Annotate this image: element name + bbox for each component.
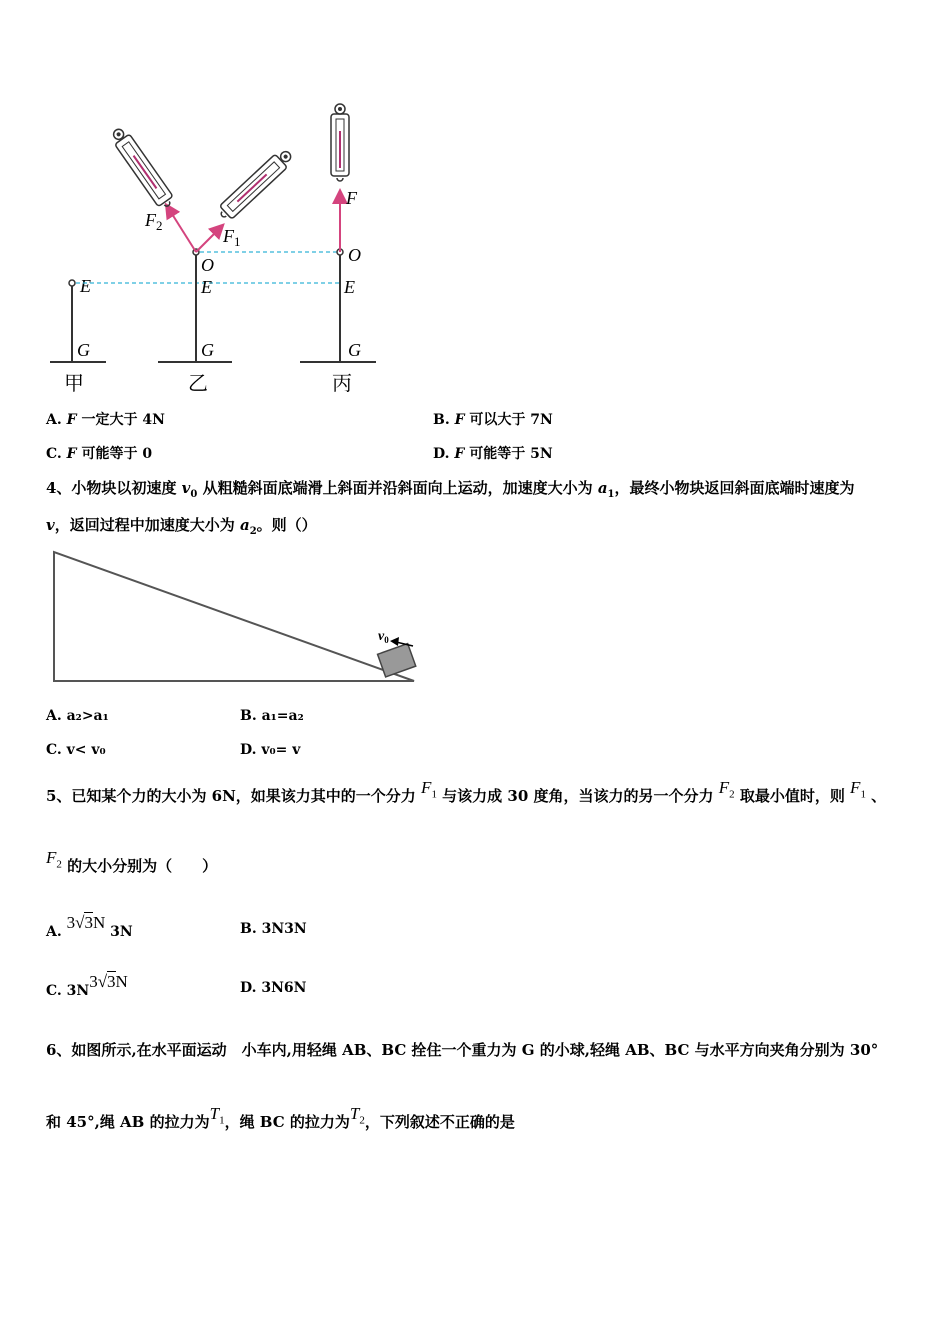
panel-label-bing: 丙 [332, 373, 352, 395]
panel-label-jia: 甲 [64, 373, 84, 395]
label-e-bing: E [344, 277, 355, 297]
spring-scale-right [216, 147, 296, 223]
block [378, 644, 416, 677]
label-o-bing: O [348, 245, 361, 265]
q6-stem-line1: 6、如图所示,在水平面运动 小车内,用轻绳 AB、BC 拴住一个重力为 G 的小球,轻绳 AB、BC 与水平方向夹角分别为 30° [46, 1041, 879, 1059]
label-f2: $F_2$ [145, 210, 163, 233]
q6-stem-line2: 和 45°,绳 AB 的拉力为$T_1$，绳 BC 的拉力为$T_2$，下列叙述不正确的是 [46, 1104, 515, 1131]
q4-stem-line2: v，返回过程中加速度大小为 $a_2$。则（） [46, 516, 317, 537]
q3-option-a[interactable]: A. F 一定大于 4N [46, 412, 165, 428]
q5-option-d[interactable]: D. 3N6N [240, 980, 307, 996]
panel-yi [108, 125, 295, 395]
q5-option-c[interactable]: C. 3N3√3N [46, 972, 128, 999]
q5-stem-line2: $F_2$ 的大小分别为（ ） [46, 848, 218, 875]
q5-option-a[interactable]: A. 3√3N 3N [46, 913, 133, 940]
q5-stem-line1: 5、已知某个力的大小为 6N，如果该力其中的一个分力 $F_1$ 与该力成 30 度角，当该力的另一个分力 $F_2$ 取最小值时，则 $F_1$ 、 [46, 778, 887, 805]
incline-figure [50, 548, 422, 688]
label-o-yi: O [201, 255, 214, 275]
q4-option-c[interactable]: C. v< v₀ [46, 742, 106, 758]
q5-option-b[interactable]: B. 3N3N [240, 921, 307, 937]
label-g-yi: G [201, 340, 214, 360]
q3-option-b[interactable]: B. F 可以大于 7N [433, 412, 553, 428]
label-e-jia: E [80, 276, 91, 296]
q3-option-c[interactable]: C. F 可能等于 0 [46, 446, 153, 462]
panel-label-yi: 乙 [188, 373, 208, 395]
q3-option-d[interactable]: D. F 可能等于 5N [433, 446, 553, 462]
label-f: F [346, 188, 357, 208]
spring-scale-figure [40, 100, 400, 400]
label-e-yi: E [201, 277, 212, 297]
label-g-bing: G [348, 340, 361, 360]
spring-scale-vertical [331, 104, 349, 181]
q4-stem-line1: 4、小物块以初速度 $v_0$ 从粗糙斜面底端滑上斜面并沿斜面向上运动，加速度大小为 $a_1$，最终小物块返回斜面底端时速度为 [46, 479, 855, 500]
q4-option-d[interactable]: D. v₀= v [240, 742, 301, 758]
v0-label: $v_0$ [378, 629, 389, 645]
q4-option-b[interactable]: B. a₁=a₂ [240, 708, 304, 724]
label-g-jia: G [77, 340, 90, 360]
panel-jia [50, 276, 106, 395]
label-f1: $F_1$ [223, 226, 241, 249]
spring-scale-left [108, 125, 176, 211]
panel-bing [300, 104, 376, 395]
q4-option-a[interactable]: A. a₂>a₁ [46, 708, 109, 724]
